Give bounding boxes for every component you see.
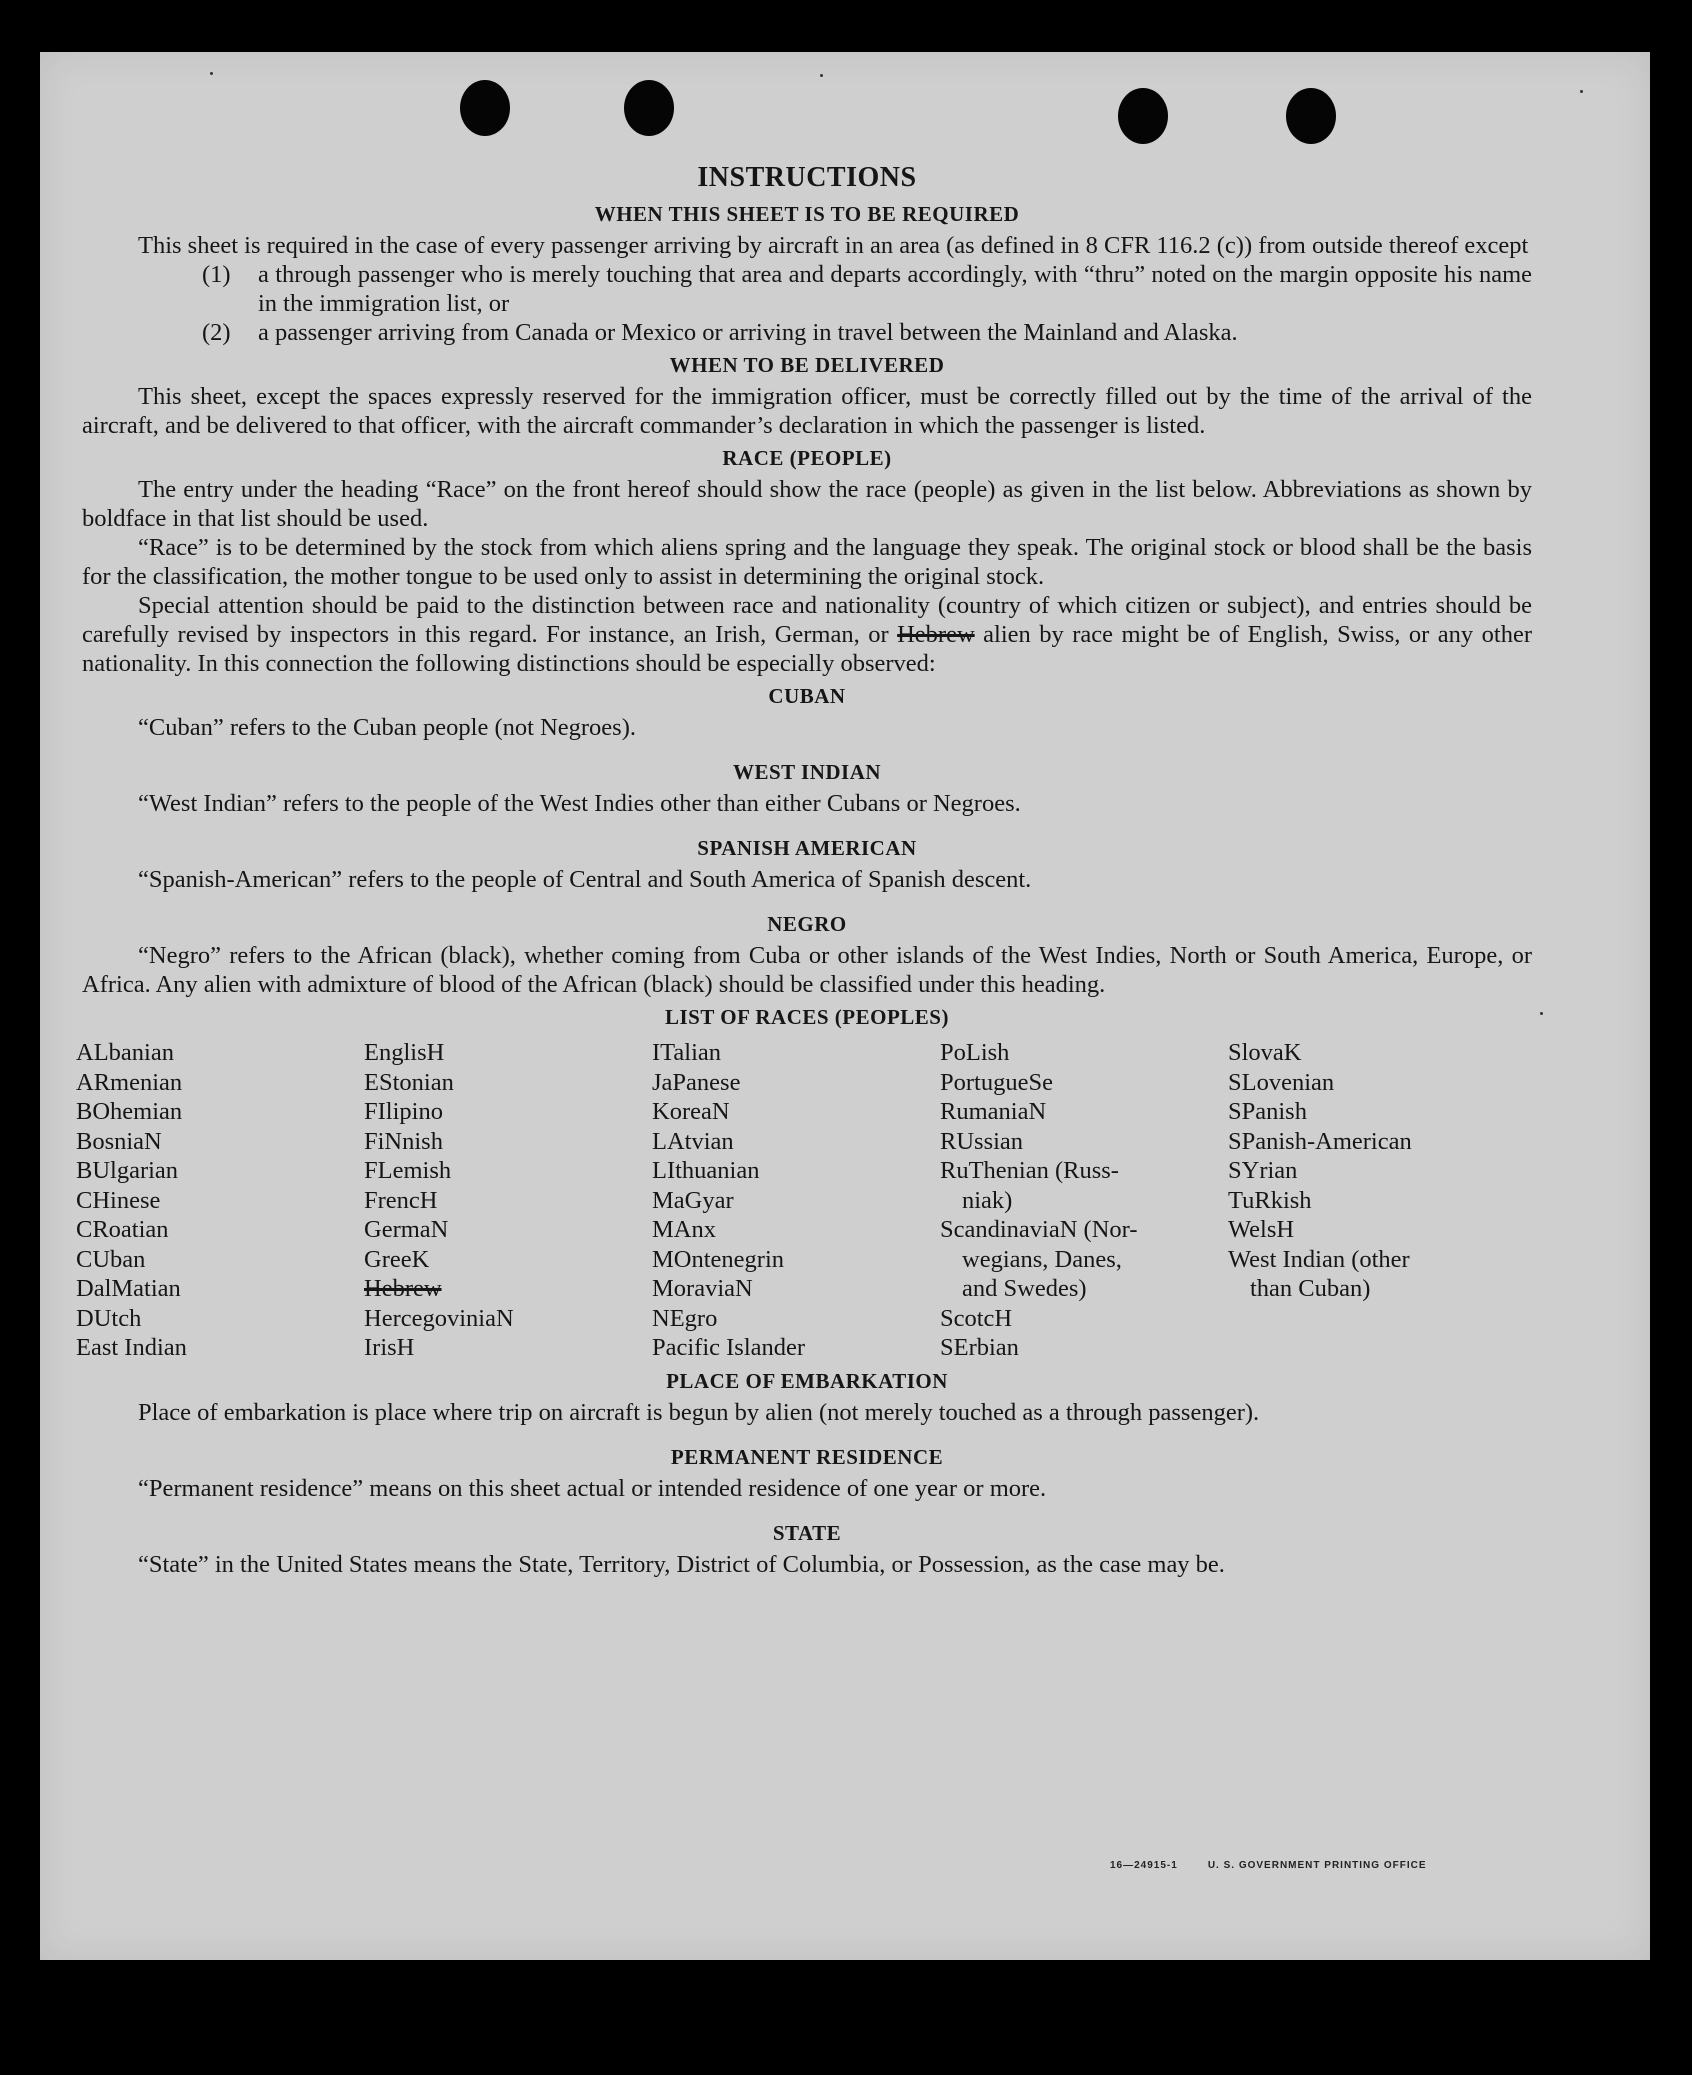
races-column	[940, 1038, 1228, 1363]
struck-word: Hebrew	[897, 621, 975, 648]
race-entry: GreeK	[364, 1245, 430, 1273]
race-entry: SYrian	[1228, 1157, 1298, 1184]
race-entry: FiNnish	[364, 1127, 443, 1155]
races-table	[76, 1038, 1532, 1363]
race-entry-continued: wegians, Danes,	[962, 1245, 1122, 1273]
race-entry: TuRkish	[1228, 1186, 1312, 1214]
race-entry: SPanish	[1228, 1098, 1307, 1125]
instructions-content	[76, 162, 1533, 1579]
race-entry: DUtch	[76, 1304, 142, 1332]
race-entry: CHinese	[76, 1186, 161, 1214]
heading-negro: NEGRO	[767, 912, 847, 936]
race-entry: HercegoviniaN	[364, 1304, 514, 1332]
paragraph-residence: “Permanent residence” means on this sheet actual or intended residence of one year or more.	[138, 1474, 1047, 1502]
races-column	[76, 1038, 364, 1363]
race-entry: RUssian	[940, 1127, 1024, 1155]
race-entry: LAtvian	[652, 1127, 734, 1155]
race-entry: FrencH	[364, 1186, 438, 1214]
race-entry: EStonian	[364, 1068, 454, 1096]
heading-cuban: CUBAN	[768, 684, 846, 708]
heading-delivered: WHEN TO BE DELIVERED	[669, 353, 945, 377]
race-entry: KoreaN	[652, 1098, 730, 1125]
race-entry: MaGyar	[652, 1186, 734, 1214]
paragraph-required: This sheet is required in the case of every passenger arriving by aircraft in an area (as defined in 8 CFR 116.2 (c)) from outside thereof except	[138, 232, 1529, 259]
paragraph-cuban: “Cuban” refers to the Cuban people (not Negroes).	[138, 714, 636, 741]
race-entry: WelsH	[1228, 1216, 1295, 1243]
race-entry: ScandinaviaN (Nor-	[940, 1216, 1138, 1243]
race-entry: LIthuanian	[652, 1157, 760, 1184]
document-sheet	[40, 52, 1650, 1960]
race-entry-continued: and Swedes)	[962, 1275, 1087, 1302]
race-entry: RuThenian (Russ-	[940, 1157, 1119, 1184]
race-entry: JaPanese	[652, 1068, 741, 1096]
punch-hole	[624, 80, 674, 136]
races-column	[1228, 1038, 1518, 1363]
heading-required: WHEN THIS SHEET IS TO BE REQUIRED	[594, 202, 1020, 226]
paragraph-negro: “Negro” refers to the African (black), whether coming from Cuba or other islands of the West Indies, North or South America, Europe, or Africa. Any alien with admixture of blood of the African (black) should be classified under this heading.	[82, 942, 1532, 998]
heading-west-indian: WEST INDIAN	[732, 760, 882, 784]
item-text: a passenger arriving from Canada or Mexico or arriving in travel between the Mainland and Alaska.	[258, 319, 1238, 346]
printer-name: U. S. GOVERNMENT PRINTING OFFICE	[1207, 1860, 1427, 1871]
race-entry: SPanish-American	[1228, 1127, 1412, 1155]
race-entry: SlovaK	[1228, 1039, 1302, 1066]
paragraph-race-3	[82, 591, 1532, 678]
race-entry: Pacific Islander	[652, 1334, 806, 1361]
paragraph-west-indian: “West Indian” refers to the people of the West Indies other than either Cubans or Negroes.	[138, 790, 1021, 817]
race-entry: CRoatian	[76, 1216, 169, 1243]
race-entry: CUban	[76, 1245, 146, 1273]
race-entry: West Indian (other	[1228, 1245, 1410, 1273]
race-entry: PoLish	[940, 1039, 1010, 1066]
race-entry: ARmenian	[76, 1068, 183, 1096]
paragraph-race-2: “Race” is to be determined by the stock from which aliens spring and the language they speak. The original stock or blood shall be the basis for the classification, the mother tongue to be used only to assist in determining the original stock.	[82, 534, 1532, 590]
heading-embarkation: PLACE OF EMBARKATION	[666, 1368, 948, 1393]
race-entry: East Indian	[76, 1334, 187, 1361]
race-entry: FIlipino	[364, 1098, 443, 1125]
race-entry-continued: than Cuban)	[1250, 1275, 1371, 1302]
race-entry: MAnx	[652, 1216, 716, 1243]
race-entry: ITalian	[652, 1039, 722, 1066]
item-text: a through passenger who is merely touching that area and departs accordingly, with “thru” noted on the margin opposite his name in the immigration list, or	[258, 261, 1532, 317]
race-entry: SErbian	[940, 1334, 1019, 1361]
race-text-b: alien by race might be of English, Swiss, or any other nationality. In this connection the following distinctions should be especially observed:	[82, 621, 1533, 677]
race-entry: ScotcH	[940, 1304, 1013, 1332]
paragraph-spanish-american: “Spanish-American” refers to the people of Central and South America of Spanish descent.	[138, 866, 1032, 893]
race-text-a: Special attention should be paid to the distinction between race and nationality (country of which citizen or subject), and entries should be carefully revised by inspectors in this regard. For instance, an Irish, German, or	[82, 592, 1532, 648]
race-entry: MOntenegrin	[652, 1245, 784, 1273]
race-entry: BOhemian	[76, 1098, 183, 1125]
list-item	[82, 260, 1532, 318]
race-entry: IrisH	[364, 1334, 415, 1361]
heading-race: RACE (PEOPLE)	[722, 446, 892, 470]
paragraph-race-1: The entry under the heading “Race” on the front hereof should show the race (people) as given in the list below. Abbreviations as shown by boldface in that list should be used.	[82, 476, 1532, 532]
race-entry: NEgro	[652, 1304, 718, 1332]
list-item	[82, 318, 1532, 347]
races-column	[364, 1038, 652, 1363]
heading-residence: PERMANENT RESIDENCE	[670, 1444, 944, 1469]
race-entry: FLemish	[364, 1157, 452, 1184]
punch-hole	[460, 80, 510, 136]
race-entry: MoraviaN	[652, 1275, 753, 1302]
paragraph-delivered: This sheet, except the spaces expressly reserved for the immigration officer, must be correctly filled out by the time of the arrival of the aircraft, and be delivered to that officer, with the aircraft commander’s declaration in which the passenger is listed.	[82, 383, 1532, 439]
punch-hole	[1286, 88, 1336, 144]
race-entry: PortugueSe	[940, 1068, 1053, 1096]
item-number: (1)	[202, 261, 231, 288]
race-entry: BUlgarian	[76, 1157, 179, 1184]
race-entry: BosniaN	[76, 1127, 162, 1155]
race-entry: SLovenian	[1228, 1068, 1335, 1096]
race-entry: RumaniaN	[940, 1098, 1047, 1125]
race-entry: GermaN	[364, 1216, 449, 1243]
races-column	[652, 1038, 940, 1363]
form-code: 16—24915-1	[1110, 1860, 1178, 1871]
heading-list-of-races: LIST OF RACES (PEOPLES)	[665, 1005, 949, 1029]
punch-hole	[1118, 88, 1168, 144]
heading-spanish-american: SPANISH AMERICAN	[697, 836, 917, 860]
race-entry-struck: Hebrew	[364, 1275, 442, 1302]
race-entry: EnglisH	[364, 1039, 445, 1066]
race-entry-continued: niak)	[962, 1186, 1013, 1214]
heading-state: STATE	[772, 1520, 842, 1545]
race-entry: DalMatian	[76, 1275, 181, 1302]
race-entry: ALbanian	[76, 1039, 174, 1066]
printer-footer	[1110, 1860, 1427, 1871]
page-title: INSTRUCTIONS	[697, 162, 917, 193]
paragraph-state: “State” in the United States means the State, Territory, District of Columbia, or Possession, as the case may be.	[138, 1550, 1225, 1578]
item-number: (2)	[202, 319, 231, 346]
paragraph-embarkation: Place of embarkation is place where trip on aircraft is begun by alien (not merely touched as a through passenger).	[138, 1398, 1260, 1426]
